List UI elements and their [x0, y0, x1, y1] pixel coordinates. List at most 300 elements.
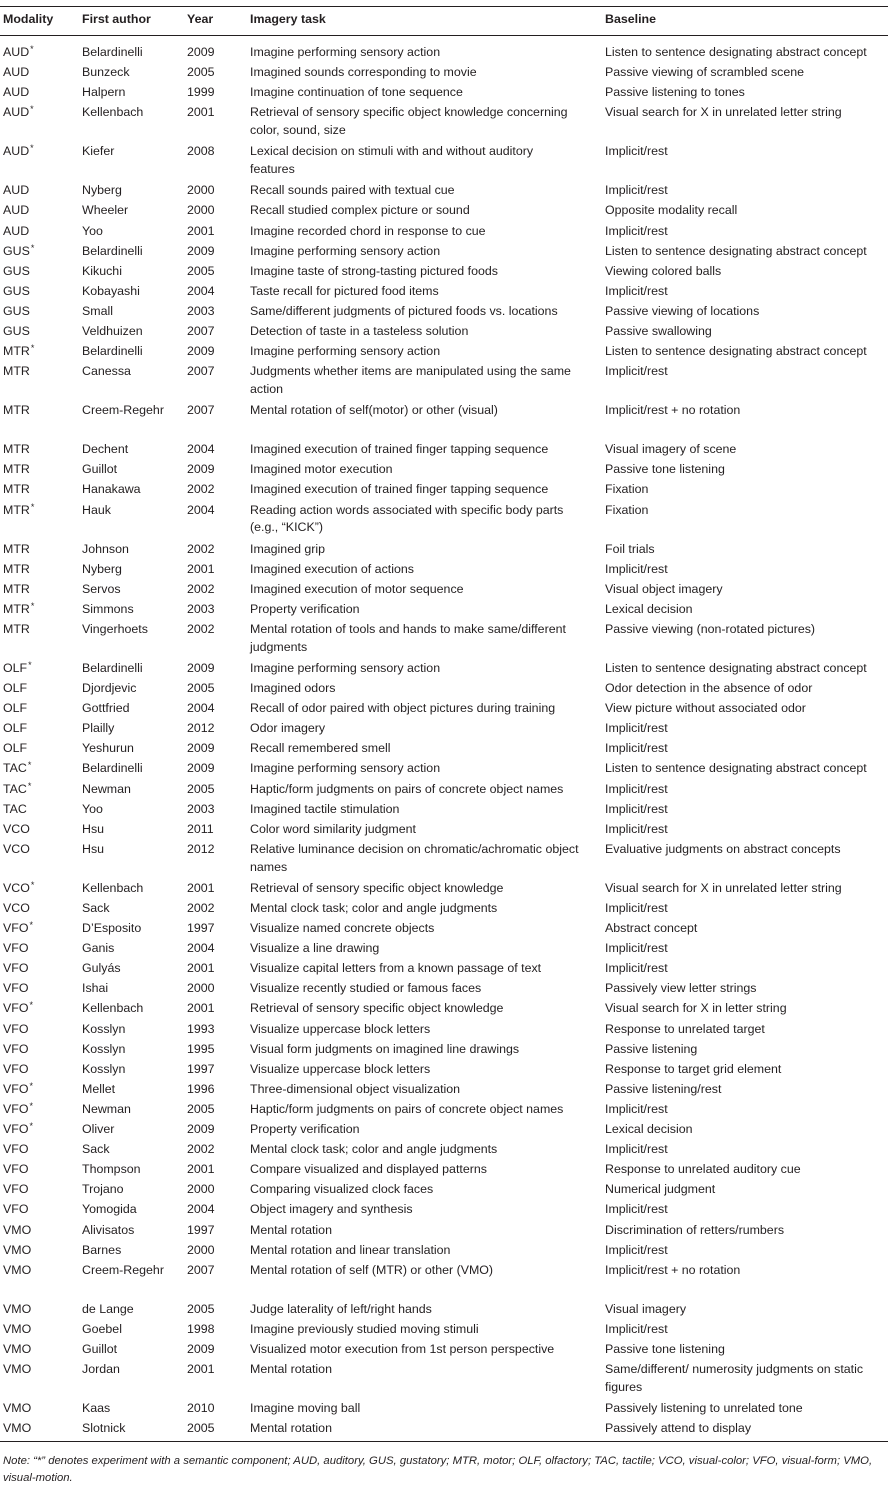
modality-cell — [3, 44, 34, 62]
imagery-task-cell: Mental rotation of tools and hands to make same/different judgments — [250, 621, 566, 654]
first-author-cell: Newman — [82, 1101, 131, 1116]
imagery-task-cell: Compare visualized and displayed patterns — [250, 1162, 487, 1177]
baseline-cell: Passive swallowing — [605, 324, 712, 338]
table-row — [0, 1400, 888, 1420]
first-author-cell: Gottfried — [82, 701, 130, 716]
modality-code: MTR — [3, 601, 30, 616]
table-row — [0, 1021, 888, 1041]
table-row — [0, 182, 888, 202]
modality-code: VCO — [3, 821, 30, 836]
modality-code: VMO — [3, 1242, 32, 1257]
modality-cell — [3, 1061, 28, 1079]
modality-cell — [3, 104, 34, 122]
modality-code: VFO — [3, 1021, 29, 1036]
year-cell: 2003 — [187, 303, 215, 318]
modality-cell — [3, 541, 30, 559]
baseline-cell: Numerical judgment — [605, 1182, 716, 1197]
imagery-task-cell: Mental rotation — [250, 1421, 332, 1436]
first-author-cell: Yoo — [82, 801, 103, 816]
year-cell: 2008 — [187, 144, 215, 159]
year-cell: 2005 — [187, 781, 215, 796]
first-author-cell: Belardinelli — [82, 761, 143, 776]
modality-cell — [3, 283, 30, 301]
modality-cell — [3, 441, 30, 459]
imagery-task-cell: Color word similarity judgment — [250, 821, 416, 836]
baseline-cell: Opposite modality recall — [605, 203, 738, 218]
table-row — [0, 1141, 888, 1161]
table-row — [0, 1121, 888, 1141]
modality-code: MTR — [3, 581, 30, 596]
first-author-cell: de Lange — [82, 1301, 134, 1316]
modality-code: TAC — [3, 801, 27, 816]
semantic-component-mark: * — [29, 920, 33, 930]
modality-code: VMO — [3, 1301, 32, 1316]
baseline-cell: Implicit/rest — [605, 183, 668, 198]
baseline-cell: Visual imagery — [605, 1301, 687, 1316]
modality-code: VMO — [3, 1401, 32, 1415]
baseline-cell: Viewing colored balls — [605, 263, 722, 278]
table-row — [0, 680, 888, 700]
year-cell: 2002 — [187, 621, 215, 636]
modality-code: VFO — [3, 941, 29, 956]
year-cell: 2000 — [187, 1242, 215, 1257]
year-cell: 2004 — [187, 1202, 215, 1217]
modality-cell — [3, 1301, 31, 1319]
table-row — [0, 104, 888, 143]
first-author-cell: Bunzeck — [82, 65, 130, 80]
table-row — [0, 64, 888, 84]
semantic-component-mark: * — [30, 879, 35, 890]
first-author-cell: Kosslyn — [82, 1061, 126, 1076]
year-cell: 2009 — [187, 45, 215, 59]
first-author-cell: Wheeler — [82, 203, 129, 218]
year-cell: 1993 — [187, 1021, 215, 1036]
first-author-cell: Sack — [82, 900, 110, 915]
first-author-cell: D’Esposito — [82, 921, 142, 935]
table-row — [0, 1262, 888, 1301]
year-cell: 2001 — [187, 1001, 215, 1016]
baseline-cell: Passively attend to display — [605, 1421, 752, 1436]
baseline-cell: Passive listening/rest — [605, 1081, 722, 1096]
imagery-task-cell: Same/different judgments of pictured foods vs. locations — [250, 303, 558, 318]
modality-cell — [3, 740, 27, 758]
baseline-cell: Passive listening to tones — [605, 85, 745, 100]
baseline-cell: Visual search for X in letter string — [605, 1001, 787, 1016]
first-author-cell: Kikuchi — [82, 263, 122, 278]
first-author-cell: Vingerhoets — [82, 621, 148, 636]
imagery-task-cell: Imagine moving ball — [250, 1401, 361, 1415]
modality-code: GUS — [3, 243, 30, 258]
semantic-component-mark: * — [30, 143, 34, 154]
table-row — [0, 581, 888, 601]
first-author-cell: Plailly — [82, 721, 115, 736]
semantic-component-mark: * — [29, 1080, 33, 1091]
first-author-cell: Small — [82, 303, 113, 318]
year-cell: 2000 — [187, 1182, 215, 1197]
modality-code: OLF — [3, 721, 28, 736]
semantic-component-mark: * — [30, 501, 35, 512]
year-cell: 2001 — [187, 105, 215, 120]
imagery-task-cell: Imagined grip — [250, 541, 326, 556]
baseline-cell: Passive viewing of scrambled scene — [605, 65, 805, 80]
baseline-cell: Implicit/rest + no rotation — [605, 1262, 741, 1277]
first-author-cell: Gulyás — [82, 961, 121, 976]
first-author-cell: Goebel — [82, 1321, 122, 1336]
first-author-cell: Guillot — [82, 462, 118, 477]
imagery-task-cell: Property verification — [250, 601, 360, 616]
modality-cell — [3, 621, 30, 639]
year-cell: 2000 — [187, 183, 215, 198]
modality-cell — [3, 1222, 31, 1240]
imagery-task-cell: Object imagery and synthesis — [250, 1202, 413, 1217]
year-cell: 2010 — [187, 1401, 215, 1415]
first-author-cell: Hanakawa — [82, 482, 141, 497]
table-row — [0, 900, 888, 920]
modality-cell — [3, 182, 29, 200]
header-modality: Modality — [3, 12, 54, 26]
table-row — [0, 841, 888, 880]
modality-cell — [3, 223, 29, 241]
modality-cell — [3, 920, 33, 938]
baseline-cell: Implicit/rest — [605, 781, 668, 796]
table-row — [0, 1041, 888, 1061]
modality-code: AUD — [3, 105, 30, 120]
modality-code: GUS — [3, 283, 30, 298]
imagery-task-cell: Imagined motor execution — [250, 462, 393, 477]
year-cell: 2000 — [187, 203, 215, 218]
year-cell: 2001 — [187, 561, 215, 576]
imagery-task-cell: Taste recall for pictured food items — [250, 283, 439, 298]
baseline-cell: Passively listening to unrelated tone — [605, 1401, 803, 1415]
first-author-cell: Canessa — [82, 364, 131, 379]
table-row — [0, 740, 888, 760]
modality-code: MTR — [3, 541, 30, 556]
modality-cell — [3, 323, 30, 341]
modality-code: VMO — [3, 1222, 32, 1237]
year-cell: 1997 — [187, 921, 215, 935]
year-cell: 2007 — [187, 403, 215, 418]
first-author-cell: Kosslyn — [82, 1021, 126, 1036]
modality-code: AUD — [3, 183, 30, 198]
modality-cell — [3, 84, 29, 102]
imagery-task-cell: Odor imagery — [250, 721, 326, 736]
baseline-cell: Lexical decision — [605, 601, 693, 616]
modality-code: VFO — [3, 1202, 29, 1217]
first-author-cell: Guillot — [82, 1341, 118, 1356]
modality-cell — [3, 1262, 31, 1280]
header-imagery-task: Imagery task — [250, 12, 326, 26]
modality-cell — [3, 980, 28, 998]
imagery-task-cell: Haptic/form judgments on pairs of concrete object names — [250, 1101, 564, 1116]
first-author-cell: Kiefer — [82, 144, 115, 159]
imagery-task-cell: Imagine performing sensory action — [250, 761, 441, 776]
imagery-task-cell: Imagine recorded chord in response to cue — [250, 223, 486, 238]
table-row — [0, 343, 888, 363]
year-cell: 2005 — [187, 1301, 215, 1316]
baseline-cell: Odor detection in the absence of odor — [605, 681, 813, 695]
baseline-cell: Implicit/rest — [605, 1101, 668, 1116]
first-author-cell: Mellet — [82, 1081, 116, 1096]
table-header-row — [0, 11, 888, 31]
header-year: Year — [187, 12, 214, 26]
first-author-cell: Creem-Regehr — [82, 403, 164, 418]
first-author-cell: Kellenbach — [82, 1001, 144, 1016]
semantic-component-mark: * — [30, 242, 35, 253]
modality-cell — [3, 502, 34, 520]
modality-cell — [3, 601, 34, 619]
baseline-cell: Discrimination of retters/rumbers — [605, 1222, 785, 1237]
baseline-cell: Same/different/ numerosity judgments on static figures — [605, 1362, 864, 1394]
modality-cell — [3, 481, 30, 499]
baseline-cell: Implicit/rest — [605, 144, 668, 159]
imagery-task-cell: Imagined sounds corresponding to movie — [250, 65, 477, 80]
first-author-cell: Hsu — [82, 841, 105, 856]
table-row — [0, 263, 888, 283]
year-cell: 2002 — [187, 1142, 215, 1157]
modality-code: GUS — [3, 324, 30, 338]
year-cell: 2007 — [187, 324, 215, 338]
modality-code: VFO — [3, 1081, 29, 1096]
first-author-cell: Hsu — [82, 821, 105, 836]
modality-cell — [3, 202, 29, 220]
baseline-cell: Implicit/rest — [605, 721, 668, 736]
semantic-component-mark: * — [30, 343, 35, 354]
baseline-cell: Implicit/rest — [605, 364, 668, 379]
modality-code: TAC — [3, 781, 27, 796]
imagery-task-cell: Visualize uppercase block letters — [250, 1021, 431, 1036]
semantic-component-mark: * — [29, 1121, 33, 1131]
modality-cell — [3, 841, 30, 859]
modality-code: MTR — [3, 364, 30, 379]
baseline-cell: View picture without associated odor — [605, 701, 806, 716]
table-row — [0, 303, 888, 323]
modality-cell — [3, 760, 31, 778]
modality-cell — [3, 1321, 31, 1339]
modality-cell — [3, 402, 30, 420]
baseline-cell: Implicit/rest — [605, 223, 668, 238]
baseline-cell: Visual search for X in unrelated letter string — [605, 105, 842, 120]
imagery-task-cell: Visualize a line drawing — [250, 941, 380, 956]
table-header-rule — [0, 35, 888, 36]
modality-cell — [3, 700, 27, 718]
modality-code: VMO — [3, 1321, 32, 1336]
baseline-cell: Response to unrelated target — [605, 1021, 765, 1036]
baseline-cell: Implicit/rest + no rotation — [605, 403, 741, 418]
modality-code: OLF — [3, 681, 28, 695]
modality-cell — [3, 1161, 28, 1179]
year-cell: 2002 — [187, 482, 215, 497]
baseline-cell: Listen to sentence designating abstract concept — [605, 344, 867, 359]
modality-code: VFO — [3, 1182, 29, 1197]
imagery-task-cell: Reading action words associated with specific body parts (e.g., “KICK”) — [250, 502, 564, 535]
baseline-cell: Response to target grid element — [605, 1061, 782, 1076]
year-cell: 2009 — [187, 761, 215, 776]
modality-code: AUD — [3, 203, 30, 218]
imagery-task-cell: Visualize uppercase block letters — [250, 1061, 431, 1076]
first-author-cell: Kosslyn — [82, 1041, 126, 1056]
modality-code: VFO — [3, 1162, 29, 1177]
baseline-cell: Implicit/rest — [605, 941, 668, 956]
table-row — [0, 621, 888, 660]
table-row — [0, 940, 888, 960]
first-author-cell: Newman — [82, 781, 131, 796]
semantic-component-mark: * — [30, 600, 35, 611]
baseline-cell: Passively view letter strings — [605, 981, 757, 996]
modality-cell — [3, 1101, 33, 1119]
table-row — [0, 960, 888, 980]
year-cell: 2004 — [187, 701, 215, 716]
table-row — [0, 760, 888, 780]
baseline-cell: Implicit/rest — [605, 801, 668, 816]
table-row — [0, 720, 888, 740]
baseline-cell: Listen to sentence designating abstract concept — [605, 45, 867, 59]
baseline-cell: Response to unrelated auditory cue — [605, 1162, 801, 1177]
modality-code: OLF — [3, 741, 28, 756]
baseline-cell: Visual object imagery — [605, 581, 723, 596]
imagery-task-cell: Imagined execution of motor sequence — [250, 581, 464, 596]
first-author-cell: Belardinelli — [82, 344, 143, 359]
first-author-cell: Slotnick — [82, 1421, 126, 1436]
first-author-cell: Kellenbach — [82, 880, 144, 895]
baseline-cell: Implicit/rest — [605, 1242, 668, 1257]
year-cell: 2011 — [187, 821, 214, 836]
baseline-cell: Lexical decision — [605, 1122, 693, 1136]
baseline-cell: Foil trials — [605, 541, 655, 556]
modality-code: VFO — [3, 921, 29, 935]
first-author-cell: Djordjevic — [82, 681, 137, 695]
modality-cell — [3, 363, 30, 381]
table-row — [0, 541, 888, 561]
modality-cell — [3, 1000, 33, 1018]
imagery-task-cell: Imagine continuation of tone sequence — [250, 85, 463, 100]
first-author-cell: Barnes — [82, 1242, 122, 1257]
table-row — [0, 1301, 888, 1321]
year-cell: 1997 — [187, 1222, 215, 1237]
baseline-cell: Listen to sentence designating abstract concept — [605, 243, 867, 258]
year-cell: 2002 — [187, 581, 215, 596]
modality-code: MTR — [3, 344, 30, 359]
imagery-task-cell: Recall remembered smell — [250, 741, 391, 756]
table-row — [0, 243, 888, 263]
imagery-task-cell: Imagine performing sensory action — [250, 660, 441, 675]
imagery-task-cell: Retrieval of sensory specific object knowledge — [250, 1001, 504, 1016]
modality-cell — [3, 821, 30, 839]
modality-code: TAC — [3, 761, 27, 776]
modality-code: MTR — [3, 561, 30, 576]
modality-cell — [3, 343, 34, 361]
imagery-task-cell: Judge laterality of left/right hands — [250, 1301, 432, 1316]
year-cell: 2012 — [187, 841, 215, 856]
modality-code: VFO — [3, 1001, 29, 1016]
first-author-cell: Kobayashi — [82, 283, 140, 298]
table-row — [0, 441, 888, 461]
modality-cell — [3, 660, 32, 678]
table-row — [0, 44, 888, 64]
header-first-author: First author — [82, 12, 151, 26]
table-row — [0, 1000, 888, 1020]
imagery-task-cell: Imagine performing sensory action — [250, 243, 441, 258]
modality-cell — [3, 900, 30, 918]
imagery-task-cell: Haptic/form judgments on pairs of concrete object names — [250, 781, 564, 796]
year-cell: 2002 — [187, 900, 215, 915]
imagery-task-cell: Retrieval of sensory specific object knowledge — [250, 880, 504, 895]
baseline-cell: Passive listening — [605, 1041, 698, 1056]
imagery-task-cell: Imagined tactile stimulation — [250, 801, 400, 816]
baseline-cell: Implicit/rest — [605, 561, 668, 576]
year-cell: 2007 — [187, 1262, 215, 1277]
table-row — [0, 1222, 888, 1242]
table-row — [0, 143, 888, 182]
table-row — [0, 561, 888, 581]
first-author-cell: Kaas — [82, 1401, 111, 1415]
table-row — [0, 1061, 888, 1081]
baseline-cell: Implicit/rest — [605, 1321, 668, 1336]
imagery-task-cell: Mental clock task; color and angle judgments — [250, 1142, 498, 1157]
imagery-task-cell: Imagined execution of trained finger tapping sequence — [250, 442, 549, 457]
imagery-task-cell: Visual form judgments on imagined line drawings — [250, 1041, 520, 1056]
year-cell: 2009 — [187, 344, 215, 359]
header-baseline: Baseline — [605, 12, 656, 26]
table-row — [0, 1101, 888, 1121]
modality-cell — [3, 801, 27, 819]
baseline-cell: Implicit/rest — [605, 1142, 668, 1157]
table-row — [0, 700, 888, 720]
table-row — [0, 920, 888, 940]
imagery-task-cell: Visualize named concrete objects — [250, 921, 435, 935]
year-cell: 1995 — [187, 1041, 215, 1056]
modality-code: AUD — [3, 85, 30, 100]
modality-code: VFO — [3, 961, 29, 976]
modality-cell — [3, 1341, 31, 1359]
semantic-component-mark: * — [27, 780, 32, 791]
imagery-task-cell: Visualize capital letters from a known passage of text — [250, 961, 542, 976]
year-cell: 2007 — [187, 364, 215, 379]
year-cell: 2005 — [187, 263, 215, 278]
modality-code: VCO — [3, 900, 30, 915]
baseline-cell: Passive viewing of locations — [605, 303, 760, 318]
modality-cell — [3, 680, 27, 698]
modality-cell — [3, 940, 28, 958]
table-row — [0, 502, 888, 541]
modality-code: VCO — [3, 841, 30, 856]
imagery-task-cell: Mental rotation of self (MTR) or other (VMO) — [250, 1262, 494, 1277]
year-cell: 2009 — [187, 462, 215, 477]
first-author-cell: Thompson — [82, 1162, 141, 1177]
imagery-task-cell: Recall studied complex picture or sound — [250, 203, 470, 218]
imagery-task-cell: Judgments whether items are manipulated using the same action — [250, 364, 571, 396]
modality-code: VMO — [3, 1262, 32, 1277]
baseline-cell: Fixation — [605, 482, 649, 497]
modality-cell — [3, 1121, 33, 1139]
imagery-task-cell: Imagine taste of strong-tasting pictured foods — [250, 263, 498, 278]
modality-cell — [3, 561, 30, 579]
baseline-cell: Implicit/rest — [605, 900, 668, 915]
modality-cell — [3, 781, 31, 799]
first-author-cell: Jordan — [82, 1362, 120, 1376]
imagery-task-cell: Mental rotation of self(motor) or other (visual) — [250, 403, 498, 418]
semantic-component-mark: * — [29, 1100, 33, 1111]
imagery-task-cell: Visualize recently studied or famous faces — [250, 981, 482, 996]
first-author-cell: Trojano — [82, 1182, 124, 1197]
year-cell: 2005 — [187, 681, 215, 695]
year-cell: 2009 — [187, 741, 215, 756]
imagery-task-cell: Mental clock task; color and angle judgments — [250, 900, 498, 915]
semantic-component-mark: * — [28, 659, 32, 670]
table-row — [0, 1181, 888, 1201]
table-row — [0, 1201, 888, 1221]
table-row — [0, 781, 888, 801]
imagery-task-cell: Imagined execution of actions — [250, 561, 414, 576]
